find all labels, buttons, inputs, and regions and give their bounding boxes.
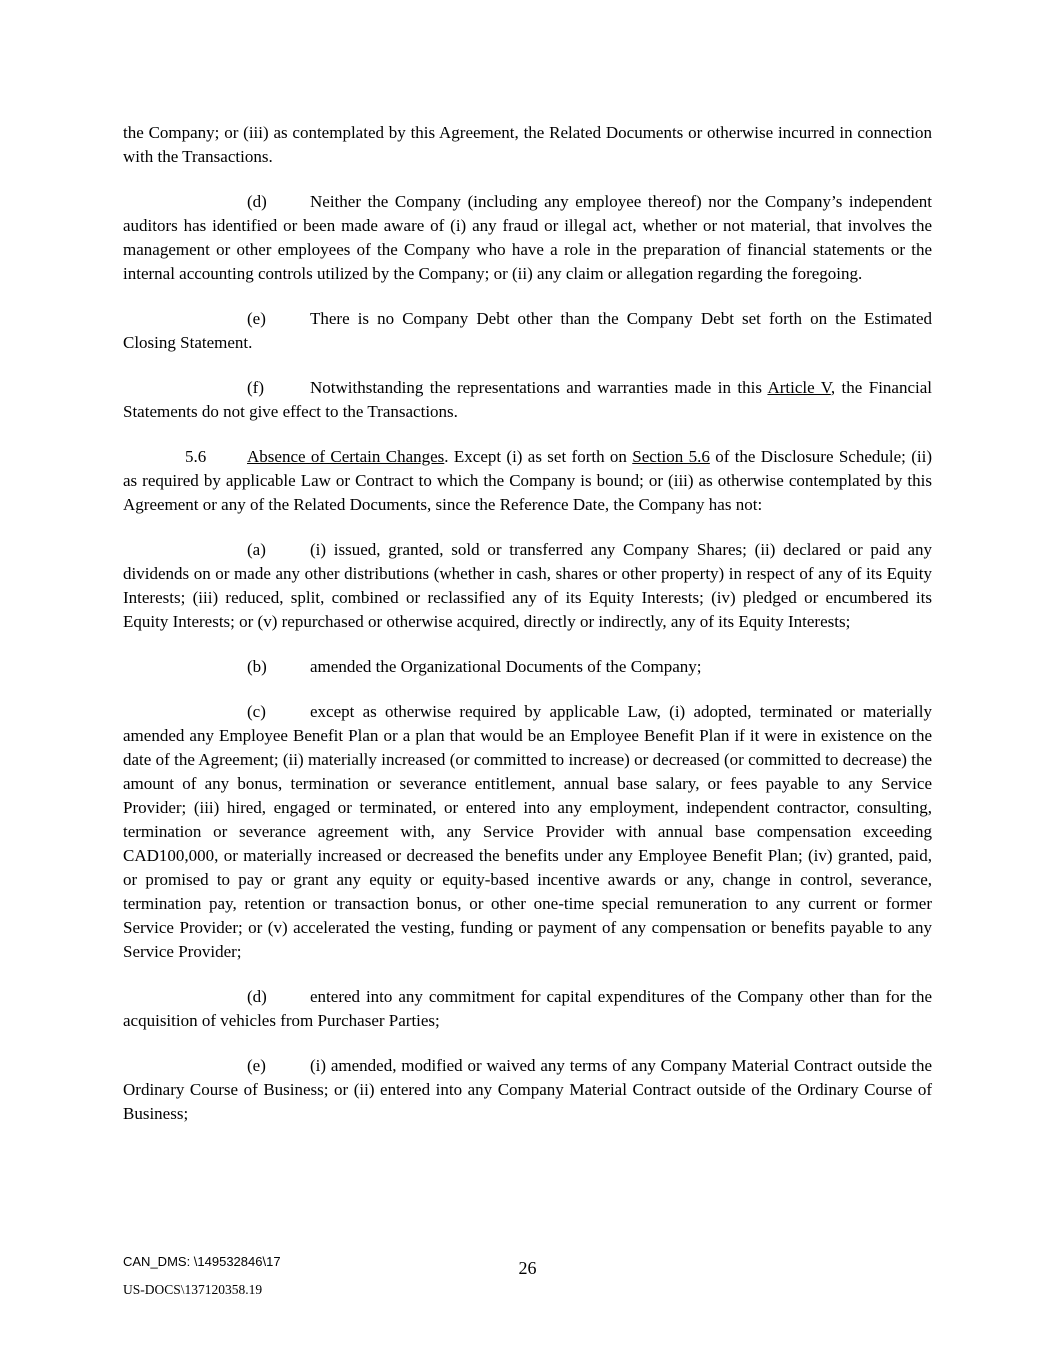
clause-text: (i) issued, granted, sold or transferred any Company Shares; (ii) declared or paid any dividends on or made any other distributions (whether in cash, shares or other property) in respect of any of its Equity Interests; (iii) reduced, split, combined or reclassified any of its Equity Interests; (iv) pledged or encumbered its Equity Interests; or (v) repurchased or otherwise acquired, directly or indirectly, any of its Equity Interests; — [123, 540, 932, 631]
clause-c-employee-benefit-plan — [123, 700, 932, 964]
section-5-6-heading: Absence of Certain Changes — [247, 447, 445, 466]
section-text: of the Disclosure Schedule; (ii) as required by applicable Law or Contract to which the Company is bound; or (iii) as otherwise contemplated by this Agreement or any of the Related Documents, since the Reference Date, the Company has not: — [123, 447, 932, 514]
section-text: . Except (i) as set forth on — [444, 447, 633, 466]
clause-label: (f) — [247, 378, 264, 397]
clause-text: Neither the Company (including any employee thereof) nor the Company’s independent auditors has identified or been made aware of (i) any fraud or illegal act, whether or not material, that involves the management or other employees of the Company who have a role in the preparation of financial statements or the internal accounting controls utilized by the Company; or (ii) any claim or allegation regarding the foregoing. — [123, 192, 932, 283]
clause-text: , the Financial Statements do not give effect to the Transactions. — [123, 378, 932, 421]
footer-us-docs-id: US-DOCS\137120358.19 — [123, 1282, 263, 1297]
clause-label: (d) — [247, 192, 267, 211]
clause-e-material-contract — [123, 1054, 932, 1126]
section-5-6-reference: Section 5.6 — [632, 447, 710, 466]
clause-d-capital-expenditures — [123, 985, 932, 1033]
clause-text: amended the Organizational Documents of the Company; — [310, 657, 702, 676]
clause-label: (e) — [247, 309, 266, 328]
section-number: 5.6 — [185, 447, 207, 466]
clause-label: (d) — [247, 987, 267, 1006]
clause-text: except as otherwise required by applicable Law, (i) adopted, terminated or materially amended any Employee Benefit Plan or a plan that would be an Employee Benefit Plan if it were in existence on the date of the Agreement; (ii) materially increased (or committed to increase) or decreased (or committed to decrease) the amount of any bonus, termination or severance entitlement, annual base salary, or fees payable to any Service Provider; (iii) hired, engaged or terminated, or entered into any employment, independent contractor, consulting, termination or severance agreement with, any Service Provider with annual base compensation exceeding CAD100,000, or materially increased or decreased the benefits under any Employee Benefit Plan; (iv) granted, paid, or promised to pay or grant any equity or equity-based incentive awards or any, change in control, severance, termination pay, retention or transaction bonus, or other one-time special remuneration to any current or former Service Provider; or (v) accelerated the vesting, funding or payment of any compensation or benefits payable to any Service Provider; — [123, 702, 932, 961]
clause-label: (c) — [247, 702, 266, 721]
clause-text: Notwithstanding the representations and warranties made in this — [310, 378, 768, 397]
clause-label: (b) — [247, 657, 267, 676]
clause-text: entered into any commitment for capital expenditures of the Company other than for the acquisition of vehicles from Purchaser Parties; — [123, 987, 932, 1030]
page-body — [123, 121, 932, 1147]
footer-can-dms-id: CAN_DMS: \149532846\17 — [123, 1254, 281, 1269]
clause-e-company-debt — [123, 307, 932, 355]
clause-b-organizational-documents — [123, 655, 932, 679]
section-5-6 — [123, 445, 932, 517]
clause-text: (i) amended, modified or waived any terms of any Company Material Contract outside the Ordinary Course of Business; or (ii) entered into any Company Material Contract outside of the Ordinary Course of Business; — [123, 1056, 932, 1123]
clause-text: There is no Company Debt other than the Company Debt set forth on the Estimated Closing Statement. — [123, 309, 932, 352]
clause-label: (a) — [247, 540, 266, 559]
clause-d-auditors — [123, 190, 932, 286]
clause-f-financial-statements — [123, 376, 932, 424]
clause-a-equity-interests — [123, 538, 932, 634]
paragraph-intro-continuation: the Company; or (iii) as contemplated by this Agreement, the Related Documents or otherwise incurred in connection with the Transactions. — [123, 123, 932, 166]
clause-label: (e) — [247, 1056, 266, 1075]
page-number: 26 — [518, 1258, 537, 1278]
article-v-reference: Article V — [767, 378, 831, 397]
